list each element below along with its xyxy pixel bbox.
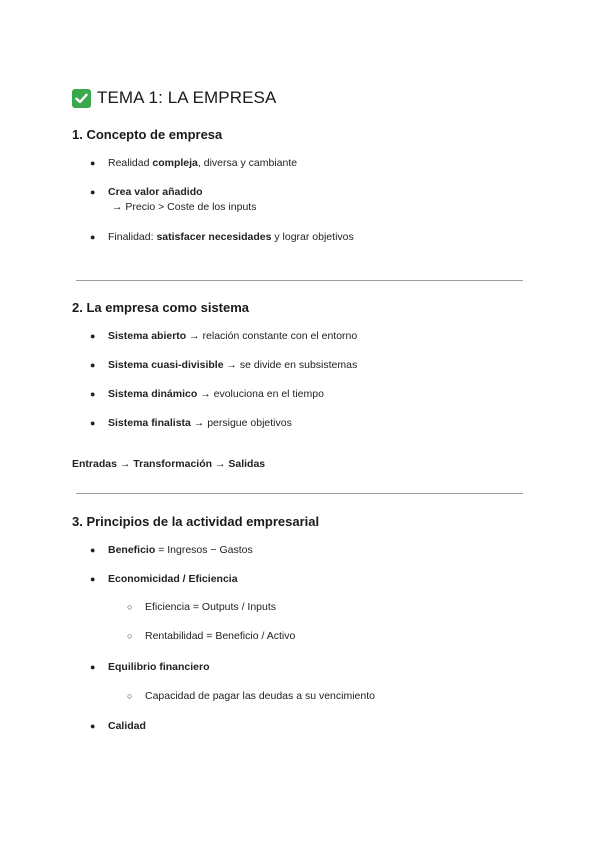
- bullet-dot-icon: ●: [90, 574, 96, 584]
- bullet-dot-icon: ●: [90, 418, 96, 428]
- bullet-dot-icon: ●: [90, 662, 96, 672]
- divider: [76, 280, 523, 281]
- list-item: Calidad: [108, 720, 146, 732]
- sub-list-item: Capacidad de pagar las deudas a su vencimiento: [145, 690, 375, 702]
- bullet-dot-icon: ●: [90, 187, 96, 197]
- list-item: Economicidad / Eficiencia: [108, 573, 238, 585]
- circle-bullet-icon: ○: [127, 602, 133, 612]
- list-item: Crea valor añadido: [108, 186, 203, 198]
- page-title-text: TEMA 1: LA EMPRESA: [97, 88, 277, 107]
- bullet-dot-icon: ●: [90, 721, 96, 731]
- sub-list-item: Rentabilidad = Beneficio / Activo: [145, 630, 296, 642]
- page-title: [72, 88, 276, 108]
- list-item: Sistema finalista → persigue objetivos: [108, 417, 292, 429]
- bullet-dot-icon: ●: [90, 545, 96, 555]
- bullet-dot-icon: ●: [90, 360, 96, 370]
- list-item: Finalidad: satisfacer necesidades y lograr objetivos: [108, 231, 354, 243]
- divider: [76, 493, 523, 494]
- list-item: Beneficio = Ingresos − Gastos: [108, 544, 253, 556]
- section-1-heading: 1. Concepto de empresa: [72, 127, 223, 142]
- list-item: Realidad compleja, diversa y cambiante: [108, 157, 298, 169]
- list-item-subline: → Precio > Coste de los inputs: [112, 201, 257, 213]
- list-item: Equilibrio financiero: [108, 661, 210, 673]
- circle-bullet-icon: ○: [127, 631, 133, 641]
- section-3-heading: 3. Principios de la actividad empresarial: [72, 514, 320, 529]
- bullet-dot-icon: ●: [90, 331, 96, 341]
- sub-list-item: Eficiencia = Outputs / Inputs: [145, 601, 277, 613]
- list-item: Sistema dinámico → evoluciona en el tiempo: [108, 388, 324, 400]
- list-item: Sistema abierto → relación constante con el entorno: [108, 330, 358, 342]
- list-item: Sistema cuasi-divisible → se divide en subsistemas: [108, 359, 358, 371]
- circle-bullet-icon: ○: [127, 691, 133, 701]
- bullet-dot-icon: ●: [90, 158, 96, 168]
- bullet-dot-icon: ●: [90, 389, 96, 399]
- check-mark-icon: [72, 89, 91, 108]
- section-2-heading: 2. La empresa como sistema: [72, 300, 250, 315]
- bullet-dot-icon: ●: [90, 232, 96, 242]
- flow-line: Entradas → Transformación → Salidas: [72, 458, 266, 470]
